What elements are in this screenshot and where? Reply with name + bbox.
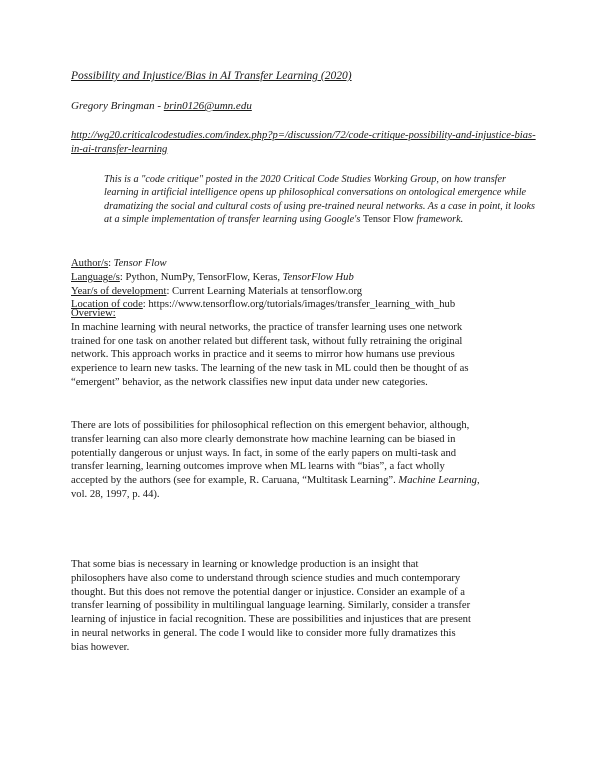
abstract-text: This is a "code critique" posted in the 2020 Critical Code Studies Working Group, on how transfer learning in artificial intelligence opens up philosophical conversations on ontological emergence while dramatizing the social and cultural costs of using pre-trained neural networks. As a case in point, it looks at a simple implementation of transfer learning using Google's	[104, 174, 535, 226]
abstract-end: framework.	[413, 214, 464, 226]
source-url-link[interactable]: http://wg20.criticalcodestudies.com/index.php?p=/discussion/72/code-critique-possibility-and-injustice-bias-in-ai-transfer-learning	[71, 130, 536, 155]
meta-year-value: Current Learning Materials at tensorflow.org	[169, 285, 363, 297]
overview-line: trained for one task on another related but different task, without fully retraining the original	[71, 335, 463, 347]
overview-line: In machine learning with neural networks, the practice of transfer learning uses one network	[71, 321, 463, 333]
document-title: Possibility and Injustice/Bias in AI Transfer Learning (2020)	[71, 70, 352, 82]
paragraph-line: vol. 28, 1997, p. 44).	[71, 488, 160, 500]
paragraph-line: transfer learning of possibility in multilingual language learning. Similarly, consider a transfer	[71, 600, 471, 612]
meta-language-value: Python, NumPy, TensorFlow, Keras,	[122, 271, 283, 283]
metadata-block	[71, 257, 541, 312]
abstract-tensorflow: Tensor Flow	[362, 214, 414, 226]
meta-author-label: Author/s	[71, 258, 109, 269]
abstract	[104, 173, 539, 227]
meta-language-row: Language/s: Python, NumPy, TensorFlow, Keras, TensorFlow Hub	[71, 271, 354, 283]
author-name: Gregory Bringman -	[71, 100, 164, 112]
meta-author-row: Author/s: Tensor Flow	[71, 258, 167, 269]
paragraph-bias	[71, 419, 538, 502]
overview-heading: Overview:	[71, 308, 116, 319]
paragraph-line: learning of injustice in facial recognition. These are possibilities and injustices that are present	[71, 614, 471, 626]
meta-location-label: Location of code	[71, 299, 143, 311]
paragraph-insight	[71, 558, 538, 655]
paragraph-line: transfer learning can also more clearly demonstrate how machine learning can be biased in	[71, 433, 456, 445]
meta-location-value: https://www.tensorflow.org/tutorials/images/transfer_learning_with_hub	[145, 299, 456, 311]
overview-section	[71, 307, 538, 390]
meta-year-label: Year/s of development	[71, 285, 167, 297]
meta-year-row: Year/s of development: Current Learning Materials at tensorflow.org	[71, 285, 363, 297]
overview-line: experience to learn new tasks. The learning of the new task in ML could then be thought of as	[71, 363, 469, 375]
overview-line: network. This approach works in practice and it seems to mirror how humans use previous	[71, 349, 455, 361]
paragraph-line: transfer learning, learning outcomes improve when ML learns with “bias”, a fact wholly	[71, 461, 445, 473]
overview-line: “emergent” behavior, as the network classifies new input data under new categories.	[71, 376, 428, 388]
paragraph-line: bias however.	[71, 641, 130, 653]
paragraph-line: philosophers have also come to understand through science studies and much contemporary	[71, 572, 461, 584]
meta-language-hub: TensorFlow Hub	[282, 271, 354, 283]
citation-post: ,	[476, 475, 480, 487]
author-line	[71, 100, 252, 112]
meta-language-label: Language/s	[71, 271, 120, 283]
paragraph-line: in neural networks in general. The code I would like to consider more fully dramatizes this	[71, 627, 456, 639]
paragraph-line: There are lots of possibilities for philosophical reflection on this emergent behavior, although,	[71, 420, 470, 431]
paragraph-line: thought. But this does not remove the potential danger or injustice. Consider an example of a	[71, 586, 465, 598]
paragraph-line-citation	[71, 474, 538, 488]
paragraph-line: That some bias is necessary in learning or knowledge production is an insight that	[71, 559, 419, 570]
meta-location-row: Location of code: https://www.tensorflow.org/tutorials/images/transfer_learning_with_hub	[71, 299, 456, 311]
paragraph-line: potentially dangerous or unjust ways. In fact, in some of the early papers on multi-task and	[71, 447, 457, 459]
citation-journal: Machine Learning	[398, 475, 477, 487]
citation-pre: accepted by the authors (see for example, R. Caruana, “Multitask Learning”.	[71, 475, 399, 487]
author-email-link[interactable]: brin0126@umn.edu	[163, 100, 252, 112]
meta-author-value: Tensor Flow	[113, 258, 167, 269]
